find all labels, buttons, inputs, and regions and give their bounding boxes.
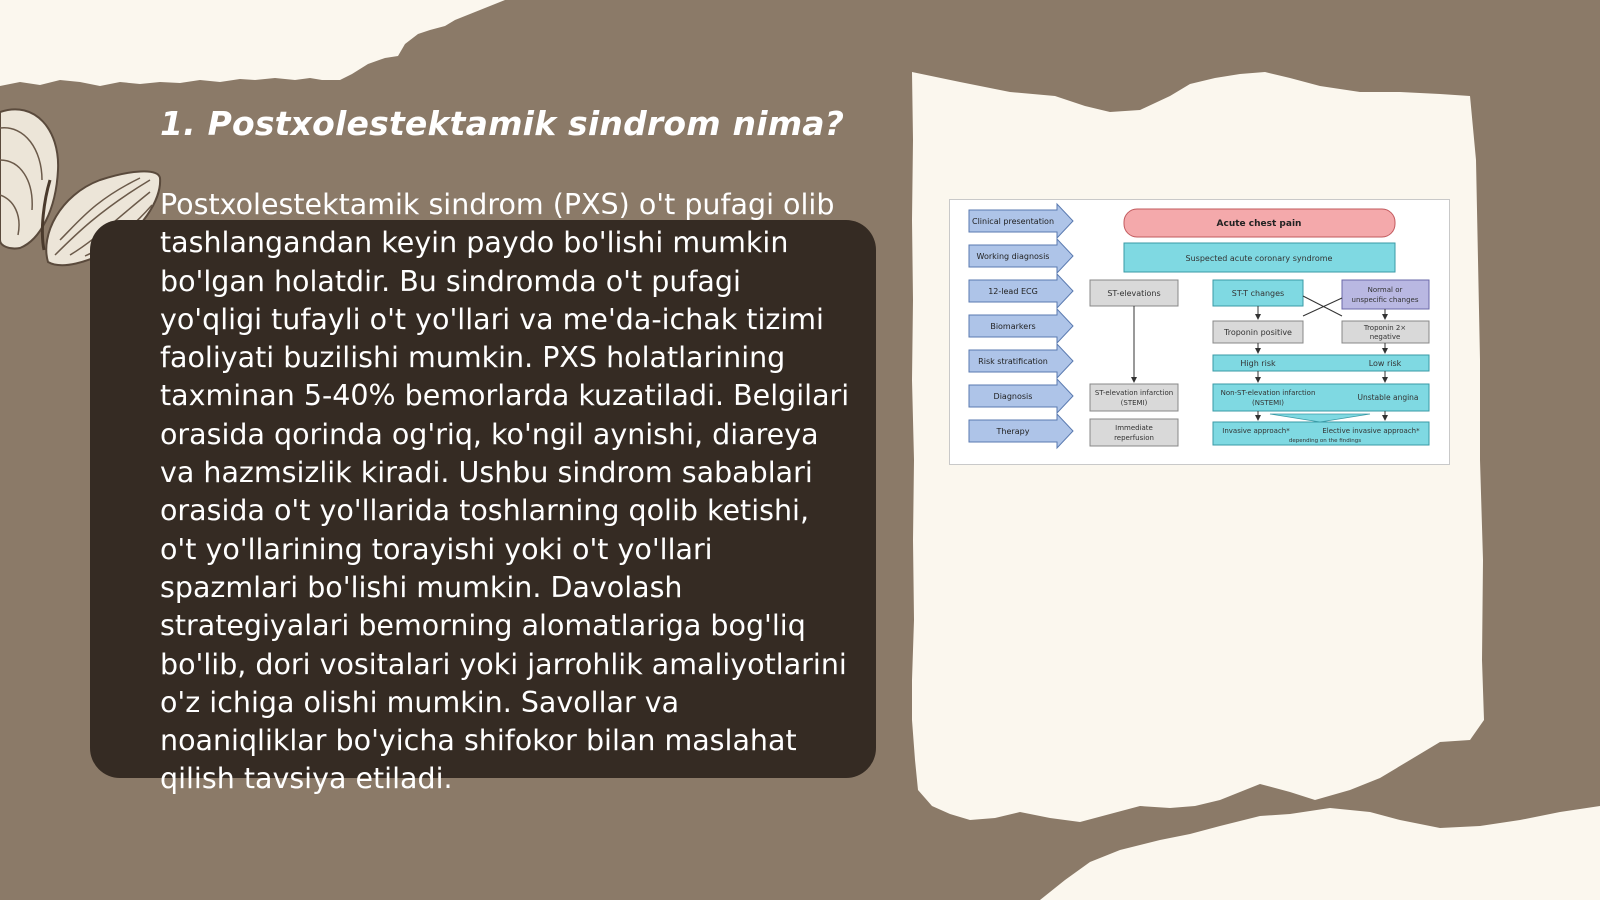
- svg-text:ST-T changes: ST-T changes: [1231, 289, 1285, 298]
- svg-text:ST-elevation infarction: ST-elevation infarction: [1094, 389, 1174, 397]
- svg-text:Biomarkers: Biomarkers: [990, 322, 1036, 331]
- flow-step-diagnosis: [969, 379, 1073, 413]
- svg-text:Working diagnosis: Working diagnosis: [976, 252, 1050, 261]
- svg-text:Elective invasive approach*: Elective invasive approach*: [1322, 427, 1420, 435]
- acs-flowchart-image: [949, 199, 1450, 465]
- svg-text:Low risk: Low risk: [1368, 359, 1402, 368]
- flow-step-arrows: [969, 204, 1073, 448]
- svg-text:Therapy: Therapy: [996, 427, 1030, 436]
- svg-text:Invasive approach*: Invasive approach*: [1222, 427, 1290, 435]
- svg-text:Immediate: Immediate: [1115, 424, 1153, 432]
- svg-text:reperfusion: reperfusion: [1114, 434, 1154, 442]
- svg-text:negative: negative: [1369, 333, 1401, 341]
- svg-text:Normal or: Normal or: [1367, 286, 1403, 294]
- flow-step-clinical-presentation: [969, 204, 1073, 238]
- svg-text:Clinical presentation: Clinical presentation: [971, 217, 1055, 226]
- flow-step-ecg: [969, 274, 1073, 308]
- svg-text:depending on the findings: depending on the findings: [1288, 438, 1362, 444]
- svg-text:(NSTEMI): (NSTEMI): [1252, 399, 1284, 407]
- flow-step-risk-stratification: [969, 344, 1073, 378]
- svg-text:Acute chest pain: Acute chest pain: [1216, 219, 1302, 229]
- svg-text:12-lead ECG: 12-lead ECG: [988, 287, 1038, 296]
- svg-text:(STEMI): (STEMI): [1120, 399, 1148, 407]
- slide-title: 1. Postxolestektamik sindrom nima?: [160, 104, 845, 143]
- flow-step-working-diagnosis: [969, 239, 1073, 273]
- svg-text:Suspected acute coronary syndr: Suspected acute coronary syndrome: [1185, 254, 1333, 263]
- svg-text:High risk: High risk: [1240, 359, 1276, 368]
- flow-box-normal: [1342, 280, 1429, 309]
- svg-text:Diagnosis: Diagnosis: [993, 392, 1033, 401]
- svg-text:Troponin positive: Troponin positive: [1224, 328, 1292, 337]
- svg-text:Risk stratification: Risk stratification: [978, 357, 1048, 366]
- svg-text:ST-elevations: ST-elevations: [1107, 289, 1161, 298]
- slide-body-text: Postxolestektamik sindrom (PXS) o't pufagi olib tashlangandan keyin paydo bo'lishi mumkin bo'lgan holatdir. Bu sindromda o't pufagi yo'qligi tufayli o't yo'llari va me'da-ichak tizimi faoliyati buzilishi mumkin. PXS holatlarining taxminan 5-40% bemorlarda kuzatiladi. Belgilari orasida qorinda og'riq, ko'ngil aynishi, diareya va hazmsizlik kiradi. Ushbu sindrom sabablari orasida o't yo'llarida toshlarning qolib ketishi, o't yo'llarining torayishi yoki o't yo'llari spazmlari bo'lishi mumkin. Davolash strategiyalari bemorning alomatlariga bog'liq bo'lib, dori vositalari yoki jarrohlik amaliyotlarini o'z ichiga olishi mumkin. Savollar va noaniqliklar bo'yicha shifokor bilan maslahat qilish tavsiya etiladi.: [160, 188, 850, 796]
- svg-text:unspecific changes: unspecific changes: [1351, 296, 1419, 304]
- svg-text:Non-ST-elevation infarction: Non-ST-elevation infarction: [1220, 389, 1316, 397]
- flow-step-therapy: [969, 414, 1073, 448]
- svg-text:Unstable angina: Unstable angina: [1357, 393, 1419, 402]
- flow-step-biomarkers: [969, 309, 1073, 343]
- svg-text:Troponin 2×: Troponin 2×: [1363, 324, 1407, 332]
